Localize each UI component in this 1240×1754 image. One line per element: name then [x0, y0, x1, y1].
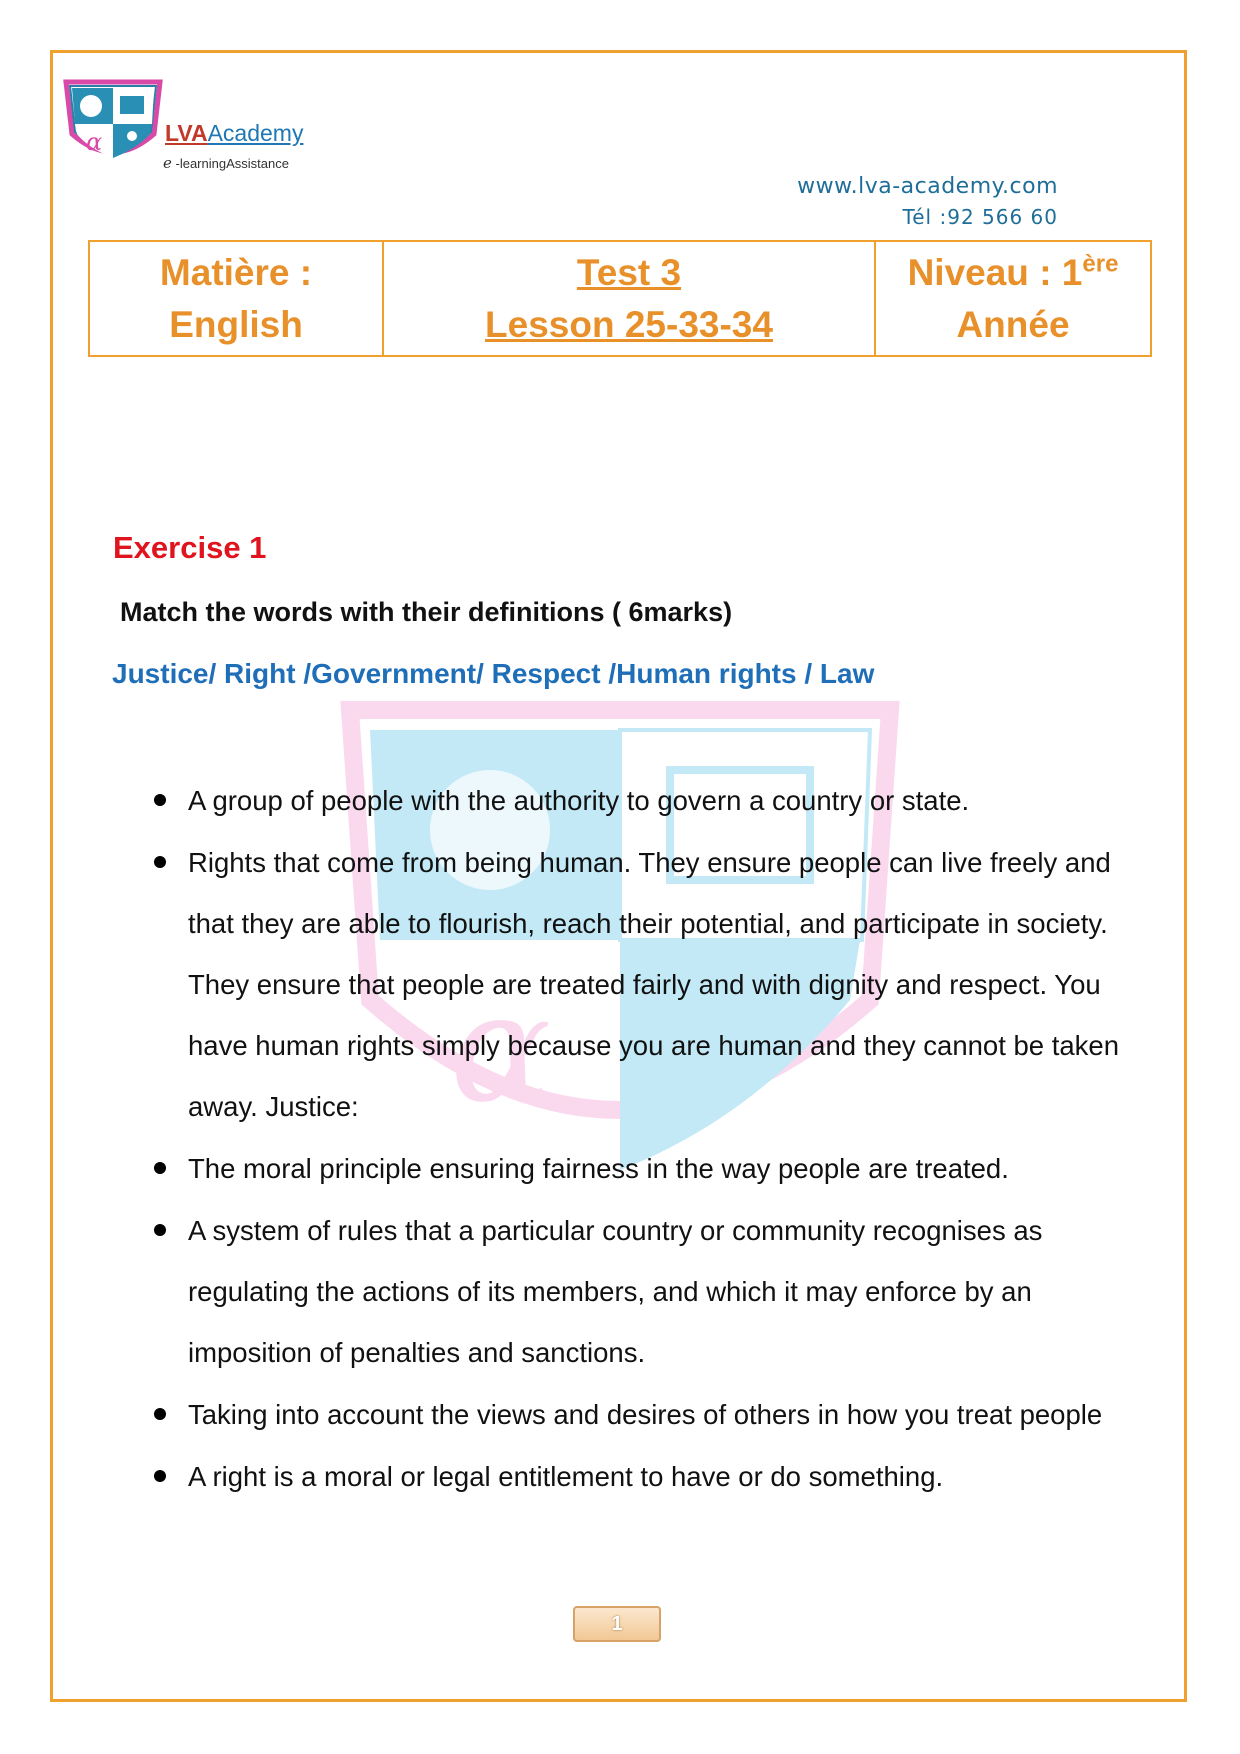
definition-text: Rights that come from being human. They ensure people can live freely and that they are able to flourish, reach their potential, and participate in society. They ensure that people are treated fairly and with dignity and respect. You have human rights simply because you are human and they cannot be taken away. Justice:	[188, 847, 1119, 1122]
definition-item	[150, 1200, 1160, 1383]
svg-text:α: α	[86, 128, 103, 156]
bullet-icon	[154, 794, 166, 806]
bullet-icon	[154, 1162, 166, 1174]
definition-text: Taking into account the views and desires of others in how you treat people	[188, 1399, 1103, 1430]
page-number: 1	[573, 1606, 661, 1642]
exercise-instructions: Match the words with their definitions ( 6marks)	[120, 597, 733, 627]
level-label: Niveau : 1	[907, 251, 1083, 293]
brand-name	[165, 120, 303, 147]
definition-item	[150, 770, 1160, 831]
definition-list	[150, 770, 1160, 1508]
test-title: Test 3	[576, 251, 682, 293]
phone-number: Tél :92 566 60	[902, 205, 1058, 229]
definition-text: The moral principle ensuring fairness in the way people are treated.	[188, 1153, 1009, 1184]
subject-cell	[89, 241, 383, 356]
level-value: Année	[956, 303, 1070, 345]
bullet-icon	[154, 1224, 166, 1236]
lva-academy-logo-icon	[58, 78, 168, 170]
definition-item	[150, 1138, 1160, 1199]
test-cell	[383, 241, 875, 356]
bullet-icon	[154, 1470, 166, 1482]
brand-name-part2: Academy	[207, 120, 304, 146]
website-link[interactable]: www.lva-academy.com	[797, 174, 1058, 199]
definition-text: A system of rules that a particular country or community recognises as regulating the actions of its members, and which it may enforce by an imposition of penalties and sanctions.	[188, 1215, 1043, 1368]
brand-name-part1: LVA	[165, 120, 208, 146]
header-table	[88, 240, 1152, 357]
subject-value: English	[169, 303, 303, 345]
definition-item	[150, 1384, 1160, 1445]
definition-item	[150, 1446, 1160, 1507]
lesson-title: Lesson 25-33-34	[485, 303, 773, 345]
definition-item	[150, 832, 1160, 1137]
bullet-icon	[154, 1408, 166, 1420]
svg-text:α: α	[450, 962, 552, 1136]
level-cell	[875, 241, 1151, 356]
definition-text: A right is a moral or legal entitlement to have or do something.	[188, 1461, 944, 1492]
level-superscript: ère	[1082, 250, 1119, 278]
exercise-title: Exercise 1	[113, 530, 267, 565]
tagline-e: e	[163, 154, 172, 172]
word-list: Justice/ Right /Government/ Respect /Human rights / Law	[112, 658, 875, 689]
brand-tagline	[163, 154, 289, 172]
definition-text: A group of people with the authority to govern a country or state.	[188, 785, 970, 816]
tagline-rest: -learningAssistance	[171, 156, 289, 171]
subject-label: Matière :	[159, 251, 313, 293]
bullet-icon	[154, 856, 166, 868]
